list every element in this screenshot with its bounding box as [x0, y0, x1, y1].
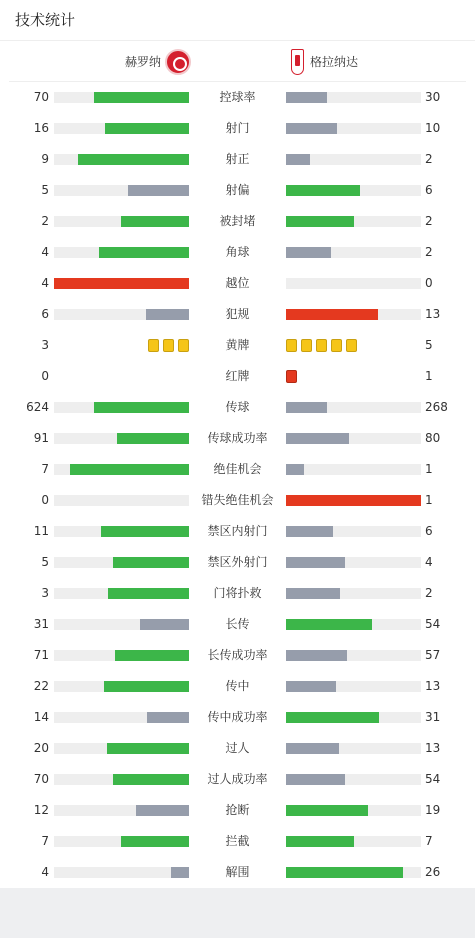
- home-bar-fill: [115, 650, 189, 661]
- away-stat-value: 2: [425, 245, 433, 259]
- stat-row: [0, 268, 475, 299]
- away-bar-track: [286, 619, 421, 630]
- away-stat-value: 26: [425, 865, 441, 879]
- stat-row: [0, 609, 475, 640]
- home-bar-track: [54, 216, 189, 227]
- stat-label: 射门: [225, 121, 250, 135]
- home-bar-fill: [147, 712, 189, 723]
- stats-list: [0, 82, 475, 888]
- home-bar-fill: [171, 867, 189, 878]
- away-team-name: 格拉纳达: [310, 55, 359, 69]
- stat-label: 拦截: [225, 834, 250, 848]
- stat-row: [0, 237, 475, 268]
- stat-row: [0, 640, 475, 671]
- home-bar-fill: [105, 123, 189, 134]
- away-stat-value: 4: [425, 555, 433, 569]
- home-bar-track: [54, 681, 189, 692]
- stat-row: [0, 299, 475, 330]
- stat-label: 禁区外射门: [207, 555, 268, 569]
- home-bar-fill: [104, 681, 189, 692]
- away-bar-track: [286, 867, 421, 878]
- stat-row: [0, 392, 475, 423]
- home-bar-track: [54, 433, 189, 444]
- home-bar-fill: [128, 185, 189, 196]
- stat-label: 传中成功率: [207, 710, 268, 724]
- home-bar-track: [54, 278, 189, 289]
- stat-row: [0, 764, 475, 795]
- away-stat-value: 6: [425, 524, 433, 538]
- away-cards: [286, 339, 361, 352]
- home-stat-value: 71: [33, 648, 49, 662]
- away-bar-fill: [286, 588, 340, 599]
- away-stat-value: 2: [425, 214, 433, 228]
- away-bar-track: [286, 743, 421, 754]
- away-stat-value: 57: [425, 648, 441, 662]
- stat-row: [0, 454, 475, 485]
- home-bar-fill: [121, 216, 189, 227]
- away-bar-fill: [286, 433, 349, 444]
- page-title: 技术统计: [0, 0, 475, 41]
- away-bar-track: [286, 557, 421, 568]
- home-bar-track: [54, 619, 189, 630]
- away-team-logo-icon: [291, 49, 304, 75]
- away-bar-track: [286, 836, 421, 847]
- stat-label: 角球: [225, 245, 250, 259]
- stat-row: [0, 795, 475, 826]
- away-stat-value: 2: [425, 152, 433, 166]
- home-bar-fill: [140, 619, 189, 630]
- away-bar-fill: [286, 867, 403, 878]
- home-stat-value: 4: [41, 245, 49, 259]
- stat-row: [0, 206, 475, 237]
- stat-label: 长传成功率: [207, 648, 268, 662]
- stat-label: 被封堵: [219, 214, 256, 228]
- stat-row: [0, 485, 475, 516]
- away-bar-track: [286, 216, 421, 227]
- home-bar-track: [54, 123, 189, 134]
- home-bar-fill: [108, 588, 189, 599]
- away-bar-fill: [286, 681, 336, 692]
- away-stat-value: 1: [425, 462, 433, 476]
- stat-label: 控球率: [219, 90, 256, 104]
- home-bar-fill: [117, 433, 189, 444]
- home-stat-value: 5: [41, 183, 49, 197]
- away-stat-value: 6: [425, 183, 433, 197]
- yellow-card-icon: [346, 339, 357, 352]
- yellow-card-icon: [316, 339, 327, 352]
- stat-label: 射正: [225, 152, 250, 166]
- home-stat-value: 70: [33, 90, 49, 104]
- away-bar-fill: [286, 92, 327, 103]
- away-bar-track: [286, 588, 421, 599]
- away-bar-track: [286, 402, 421, 413]
- away-bar-fill: [286, 619, 372, 630]
- away-bar-track: [286, 774, 421, 785]
- home-bar-fill: [146, 309, 189, 320]
- stat-row: [0, 423, 475, 454]
- away-bar-fill: [286, 743, 339, 754]
- stat-label: 传球: [225, 400, 250, 414]
- home-stat-value: 0: [41, 493, 49, 507]
- home-bar-track: [54, 836, 189, 847]
- away-bar-track: [286, 650, 421, 661]
- home-bar-track: [54, 526, 189, 537]
- home-stat-value: 5: [41, 555, 49, 569]
- stat-label: 抢断: [225, 803, 250, 817]
- home-stat-value: 624: [26, 400, 49, 414]
- away-bar-fill: [286, 526, 333, 537]
- away-bar-track: [286, 433, 421, 444]
- stat-label: 门将扑救: [213, 586, 262, 600]
- home-bar-fill: [121, 836, 189, 847]
- stat-row: [0, 702, 475, 733]
- yellow-card-icon: [163, 339, 174, 352]
- stat-row: [0, 671, 475, 702]
- home-stat-value: 3: [41, 586, 49, 600]
- yellow-card-icon: [286, 339, 297, 352]
- away-bar-fill: [286, 464, 304, 475]
- away-bar-track: [286, 185, 421, 196]
- home-bar-fill: [99, 247, 189, 258]
- home-bar-fill: [54, 278, 189, 289]
- stat-row: [0, 144, 475, 175]
- stat-row: [0, 857, 475, 888]
- home-bar-track: [54, 185, 189, 196]
- stat-label: 长传: [225, 617, 250, 631]
- home-bar-track: [54, 557, 189, 568]
- away-bar-track: [286, 123, 421, 134]
- stat-label: 传球成功率: [207, 431, 268, 445]
- away-stat-value: 0: [425, 276, 433, 290]
- home-stat-value: 0: [41, 369, 49, 383]
- home-bar-track: [54, 495, 189, 506]
- away-bar-track: [286, 92, 421, 103]
- away-stat-value: 13: [425, 307, 441, 321]
- home-bar-track: [54, 154, 189, 165]
- away-bar-track: [286, 154, 421, 165]
- stat-row: [0, 361, 475, 392]
- away-bar-fill: [286, 247, 331, 258]
- red-card-icon: [286, 370, 297, 383]
- away-stat-value: 19: [425, 803, 441, 817]
- stat-label: 传中: [225, 679, 250, 693]
- home-stat-value: 11: [33, 524, 49, 538]
- away-stat-value: 268: [425, 400, 448, 414]
- stat-row: [0, 113, 475, 144]
- home-stat-value: 7: [41, 462, 49, 476]
- stat-label: 犯规: [225, 307, 250, 321]
- home-bar-track: [54, 92, 189, 103]
- away-stat-value: 13: [425, 679, 441, 693]
- away-stat-value: 10: [425, 121, 441, 135]
- away-bar-track: [286, 712, 421, 723]
- away-stat-value: 54: [425, 617, 441, 631]
- stat-row: [0, 82, 475, 113]
- teams-header: [9, 41, 466, 82]
- away-team[interactable]: [291, 48, 358, 75]
- home-bar-track: [54, 805, 189, 816]
- away-stat-value: 80: [425, 431, 441, 445]
- home-bar-track: [54, 588, 189, 599]
- stat-row: [0, 175, 475, 206]
- home-team[interactable]: [125, 48, 191, 75]
- away-stat-value: 54: [425, 772, 441, 786]
- away-bar-track: [286, 805, 421, 816]
- home-bar-fill: [70, 464, 189, 475]
- home-bar-track: [54, 774, 189, 785]
- stat-label: 过人: [225, 741, 250, 755]
- home-stat-value: 2: [41, 214, 49, 228]
- home-stat-value: 4: [41, 865, 49, 879]
- home-stat-value: 14: [33, 710, 49, 724]
- away-stat-value: 2: [425, 586, 433, 600]
- stat-row: [0, 733, 475, 764]
- away-stat-value: 30: [425, 90, 441, 104]
- away-bar-track: [286, 681, 421, 692]
- home-bar-fill: [113, 557, 189, 568]
- away-stat-value: 31: [425, 710, 441, 724]
- away-stat-value: 7: [425, 834, 433, 848]
- away-bar-fill: [286, 495, 421, 506]
- home-bar-fill: [78, 154, 189, 165]
- stat-label: 越位: [225, 276, 250, 290]
- home-bar-track: [54, 309, 189, 320]
- away-bar-track: [286, 495, 421, 506]
- away-bar-fill: [286, 836, 354, 847]
- home-stat-value: 91: [33, 431, 49, 445]
- home-stat-value: 70: [33, 772, 49, 786]
- stat-label: 射偏: [225, 183, 250, 197]
- home-stat-value: 7: [41, 834, 49, 848]
- stat-row: [0, 516, 475, 547]
- away-bar-track: [286, 526, 421, 537]
- away-bar-fill: [286, 309, 378, 320]
- home-bar-track: [54, 464, 189, 475]
- home-stat-value: 4: [41, 276, 49, 290]
- home-stat-value: 3: [41, 338, 49, 352]
- home-bar-fill: [94, 402, 189, 413]
- home-bar-track: [54, 247, 189, 258]
- away-cards: [286, 370, 297, 383]
- home-bar-track: [54, 743, 189, 754]
- away-bar-track: [286, 247, 421, 258]
- away-bar-fill: [286, 123, 337, 134]
- away-stat-value: 13: [425, 741, 441, 755]
- away-stat-value: 1: [425, 493, 433, 507]
- yellow-card-icon: [178, 339, 189, 352]
- home-stat-value: 31: [33, 617, 49, 631]
- yellow-card-icon: [331, 339, 342, 352]
- home-bar-fill: [101, 526, 189, 537]
- away-bar-fill: [286, 774, 345, 785]
- stat-row: [0, 330, 475, 361]
- stat-label: 红牌: [225, 369, 250, 383]
- home-team-logo-icon: [165, 49, 191, 75]
- home-bar-fill: [136, 805, 189, 816]
- home-bar-fill: [107, 743, 189, 754]
- stat-label: 解围: [225, 865, 250, 879]
- home-bar-track: [54, 867, 189, 878]
- stat-label: 禁区内射门: [207, 524, 268, 538]
- away-bar-fill: [286, 216, 354, 227]
- away-bar-fill: [286, 650, 347, 661]
- yellow-card-icon: [148, 339, 159, 352]
- home-stat-value: 20: [33, 741, 49, 755]
- away-stat-value: 1: [425, 369, 433, 383]
- home-bar-track: [54, 712, 189, 723]
- stat-row: [0, 826, 475, 857]
- stat-label: 绝佳机会: [213, 462, 262, 476]
- stat-row: [0, 547, 475, 578]
- home-bar-fill: [113, 774, 189, 785]
- away-bar-track: [286, 464, 421, 475]
- home-bar-fill: [94, 92, 189, 103]
- away-bar-track: [286, 309, 421, 320]
- home-team-name: 赫罗纳: [124, 55, 161, 69]
- home-stat-value: 12: [33, 803, 49, 817]
- stat-label: 过人成功率: [207, 772, 268, 786]
- home-cards: [144, 339, 189, 352]
- home-stat-value: 16: [33, 121, 49, 135]
- home-stat-value: 6: [41, 307, 49, 321]
- yellow-card-icon: [301, 339, 312, 352]
- home-bar-track: [54, 402, 189, 413]
- away-bar-track: [286, 278, 421, 289]
- away-bar-fill: [286, 557, 345, 568]
- home-bar-track: [54, 650, 189, 661]
- away-stat-value: 5: [425, 338, 433, 352]
- home-stat-value: 9: [41, 152, 49, 166]
- stat-label: 错失绝佳机会: [201, 493, 274, 507]
- away-bar-fill: [286, 402, 327, 413]
- stat-label: 黄牌: [225, 338, 250, 352]
- stat-row: [0, 578, 475, 609]
- away-bar-fill: [286, 154, 310, 165]
- away-bar-fill: [286, 712, 379, 723]
- away-bar-fill: [286, 805, 368, 816]
- home-stat-value: 22: [33, 679, 49, 693]
- away-bar-fill: [286, 185, 360, 196]
